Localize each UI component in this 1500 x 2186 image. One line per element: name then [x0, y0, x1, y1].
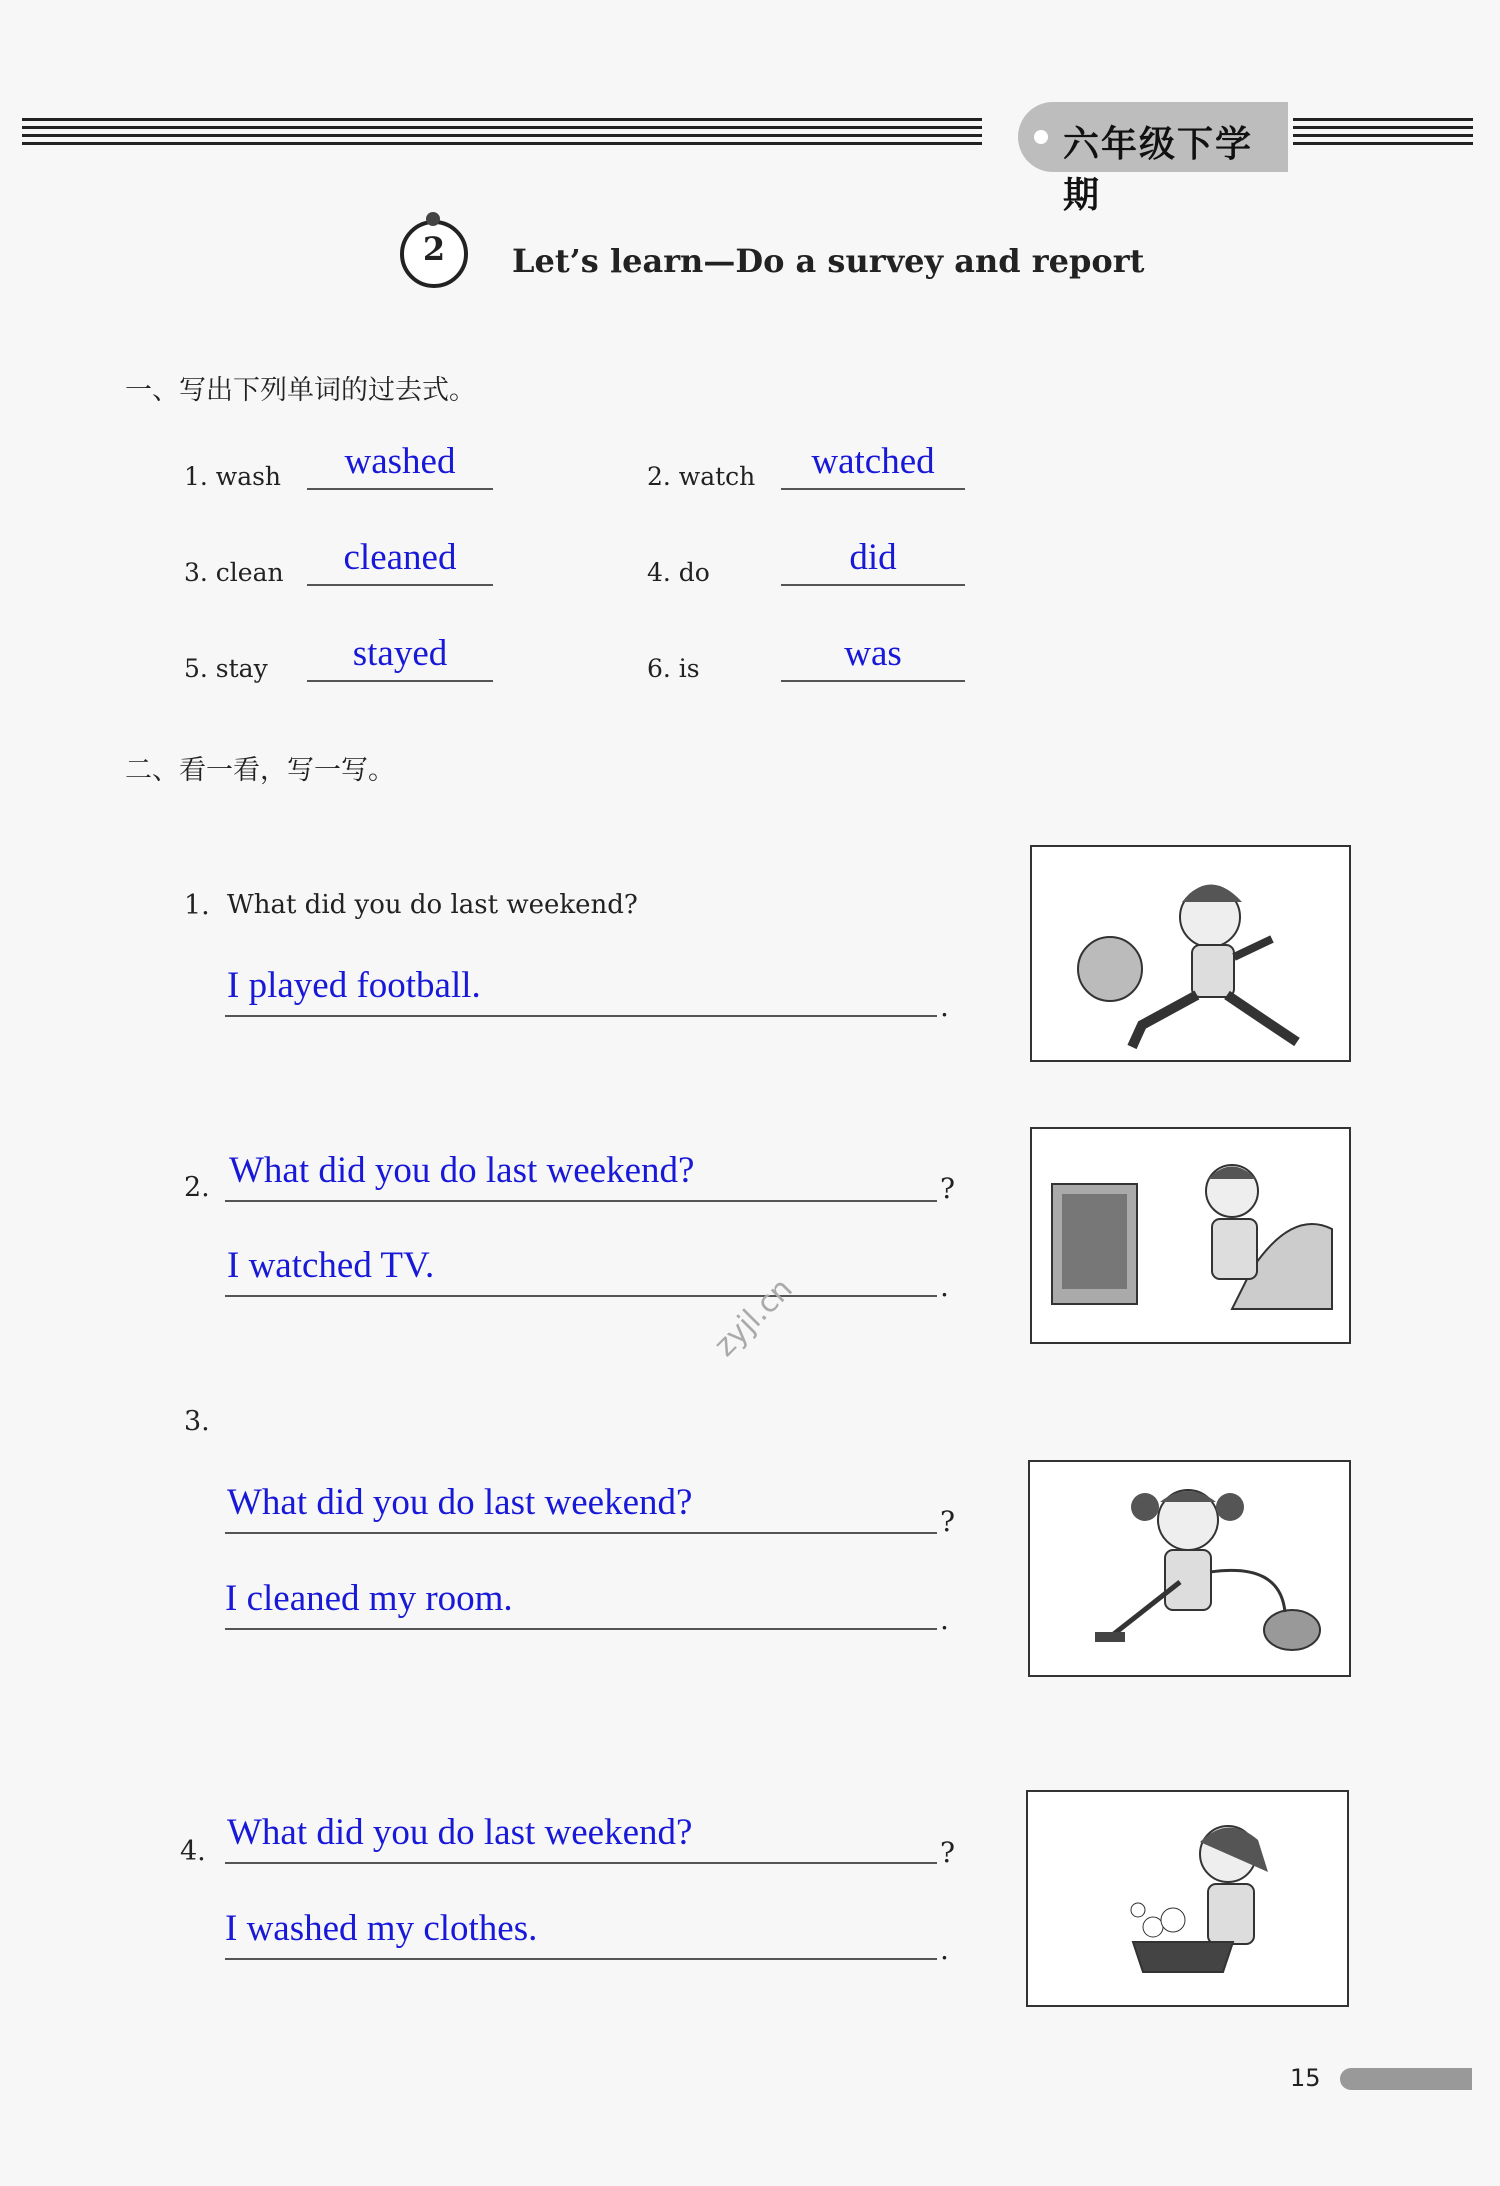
section1-heading: 一、写出下列单词的过去式。 [125, 375, 476, 406]
question-mark: ? [940, 1836, 956, 1869]
answer-period: . [940, 1603, 949, 1636]
girl-watching-tv-illustration [1032, 1129, 1349, 1342]
answer-period: . [940, 990, 949, 1023]
answer-period: . [940, 1270, 949, 1303]
question-number: 2. [184, 1172, 210, 1203]
question-mark: ? [940, 1505, 956, 1538]
footer-bar [1340, 2068, 1472, 2090]
word-prompt: 2. watch [647, 462, 756, 491]
question-text: What did you do last weekend? [229, 1150, 695, 1191]
answer-text: I watched TV. [227, 1245, 435, 1286]
printed-question: What did you do last weekend? [227, 890, 638, 920]
question-text: What did you do last weekend? [227, 1482, 693, 1523]
badge-ear-icon [426, 212, 440, 226]
answer-text: I played football. [227, 965, 481, 1006]
picture-football [1030, 845, 1351, 1062]
girl-vacuuming-illustration [1030, 1462, 1349, 1675]
header-rule-right [1293, 118, 1473, 160]
page-number: 15 [1290, 2064, 1321, 2092]
picture-watching-tv [1030, 1127, 1351, 1344]
word-prompt: 4. do [647, 558, 710, 587]
answer-text: watched [811, 441, 935, 482]
word-prompt: 3. clean [184, 558, 284, 587]
lesson-number-badge [400, 220, 468, 288]
word-prompt: 6. is [647, 654, 700, 683]
word-prompt: 5. stay [184, 654, 268, 683]
question-number: 4. [180, 1836, 206, 1867]
boy-kicking-football-illustration [1032, 847, 1349, 1060]
answer-text: stayed [352, 633, 448, 674]
answer-text: cleaned [343, 537, 457, 578]
section2-heading: 二、看一看，写一写。 [125, 755, 395, 786]
question-text: What did you do last weekend? [227, 1812, 693, 1853]
header-rule-left [22, 118, 982, 160]
answer-text: I washed my clothes. [225, 1908, 538, 1949]
grade-tab [1018, 102, 1288, 216]
question-number: 3. [184, 1406, 210, 1437]
answer-text: was [844, 633, 902, 674]
picture-washing-clothes [1026, 1790, 1349, 2007]
question-mark: ? [940, 1172, 956, 1205]
lesson-number: 2 [422, 230, 446, 268]
answer-period: . [940, 1933, 949, 1966]
picture-cleaning-room [1028, 1460, 1351, 1677]
watermark: zyjl.cn [707, 1271, 800, 1364]
girl-washing-clothes-illustration [1028, 1792, 1347, 2005]
answer-text: I cleaned my room. [225, 1578, 513, 1619]
word-prompt: 1. wash [184, 462, 282, 491]
tab-dot [1034, 130, 1048, 144]
answer-text: washed [344, 441, 456, 482]
question-number: 1. [184, 890, 210, 921]
grade-tab-label: 六年级下学期 [1063, 124, 1254, 216]
lesson-title: Let’s learn—Do a survey and report [512, 242, 1145, 280]
answer-text: did [849, 537, 897, 578]
